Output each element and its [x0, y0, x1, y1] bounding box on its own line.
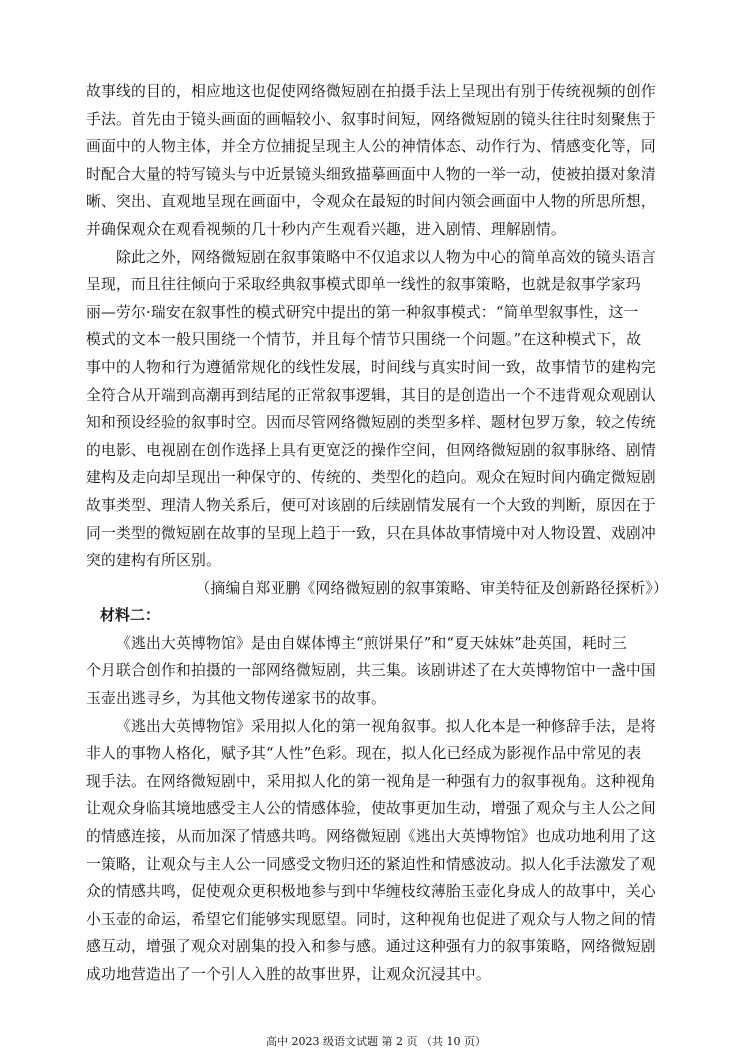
text-line: 故事类型、理清人物关系后，便可对该剧的后续剧情发展有一个大致的判断，原因在于: [86, 496, 656, 514]
text-line: 呈现，而且往往倾向于采取经典叙事模式即单一线性的叙事策略，也就是叙事学家玛: [86, 276, 641, 294]
text-line: 小玉壶的命运，希望它们能够实现愿望。同时，这种视角也促进了观众与人物之间的情: [86, 910, 656, 928]
section-heading: 材料二：: [100, 607, 160, 625]
text-line: 全符合从开端到高潮再到结尾的正常叙事逻辑，其目的是创造出一个不违背观众观剧认: [86, 386, 656, 404]
source-citation: （摘编自郑亚鹏《网络微短剧的叙事策略、审美特征及创新路径探析》）: [195, 579, 668, 597]
page-footer: 高中 2023 级语文试题 第 2 页 （共 10 页）: [266, 1035, 486, 1048]
text-line: 丽—劳尔·瑞安在叙事性的模式研究中提出的第一种叙事模式：“简单型叙事性，这一: [86, 303, 639, 321]
text-line: 手法。首先由于镜头画面的画幅较小、叙事时间短，网络微短剧的镜头往往时刻聚焦于: [86, 110, 656, 128]
text-line: 众的情感共鸣，促使观众更积极地参与到中华缠枝纹薄胎玉壶化身成人的故事中，关心: [86, 883, 656, 901]
text-line: 感互动，增强了观众对剧集的投入和参与感。通过这种强有力的叙事策略，网络微短剧: [86, 938, 656, 956]
text-line: 一策略，让观众与主人公一同感受文物归还的紧迫性和情感波动。拟人化手法激发了观: [86, 855, 656, 873]
text-line: 成功地营造出了一个引人入胜的故事世界，让观众沉浸其中。: [86, 966, 491, 983]
text-line: 玉壶出逃寻乡，为其他文物传递家书的故事。: [86, 690, 386, 708]
text-line: 画面中的人物主体，并全方位捕捉呈现主人公的神情体态、动作行为、情感变化等，同: [86, 138, 656, 156]
body-text: [86, 78, 666, 989]
text-line: 建构及走向却呈现出一种保守的、传统的、类型化的趋向。观众在短时间内确定微短剧: [86, 469, 656, 487]
text-line: 让观众身临其境地感受主人公的情感体验，使故事更加生动，增强了观众与主人公之间: [86, 800, 656, 818]
paragraph-2: [86, 244, 666, 575]
text-line: 的电影、电视剧在创作选择上具有更宽泛的操作空间，但网络微短剧的叙事脉络、剧情: [86, 441, 656, 459]
text-line: 同一类型的微短剧在故事的呈现上趋于一致，只在具体故事情境中对人物设置、戏剧冲: [86, 524, 656, 542]
text-line: 并确保观众在观看视频的几十秒内产生观看兴趣，进入剧情、理解剧情。: [86, 220, 566, 238]
text-line: 除此之外，网络微短剧在叙事策略中不仅追求以人物为中心的简单高效的镜头语言: [116, 248, 656, 266]
text-line: 《逃出大英博物馆》采用拟人化的第一视角叙事。拟人化本是一种修辞手法，是将: [116, 717, 656, 735]
text-line: 非人的事物人格化，赋予其“人性”色彩。现在，拟人化已经成为影视作品中常见的表: [86, 745, 642, 763]
text-line: 事中的人物和行为遵循常规化的线性发展，时间线与真实时间一致，故事情节的建构完: [86, 358, 656, 376]
text-line: 晰、突出、直观地呈现在画面中，令观众在最短的时间内领会画面中人物的所思所想，: [86, 193, 656, 211]
paragraph-3: [86, 630, 666, 713]
text-line: 知和预设经验的叙事时空。因而尽管网络微短剧的类型多样、题材包罗万象，较之传统: [86, 414, 656, 432]
text-line: 现手法。在网络微短剧中，采用拟人化的第一视角是一种强有力的叙事视角。这种视角: [86, 772, 656, 790]
text-line: 故事线的目的，相应地这也促使网络微短剧在拍摄手法上呈现出有别于传统视频的创作: [86, 83, 656, 100]
text-line: 模式的文本一般只围绕一个情节，并且每个情节只围绕一个问题。”在这种模式下，故: [86, 331, 642, 349]
text-line: 的情感连接，从而加深了情感共鸣。网络微短剧《逃出大英博物馆》也成功地利用了这: [86, 828, 656, 846]
text-line: 个月联合创作和拍摄的一部网络微短剧，共三集。该剧讲述了在大英博物馆中一盏中国: [86, 662, 656, 680]
paragraph-1: [86, 78, 666, 244]
text-line: 突的建构有所区别。: [86, 552, 221, 570]
text-line: 《逃出大英博物馆》是由自媒体博主“煎饼果仔”和“夏天妹妹”赴英国，耗时三: [116, 634, 627, 652]
paragraph-4: [86, 713, 666, 989]
text-line: 时配合大量的特写镜头与中近景镜头细致描摹画面中人物的一举一动，使被拍摄对象清: [86, 165, 656, 183]
